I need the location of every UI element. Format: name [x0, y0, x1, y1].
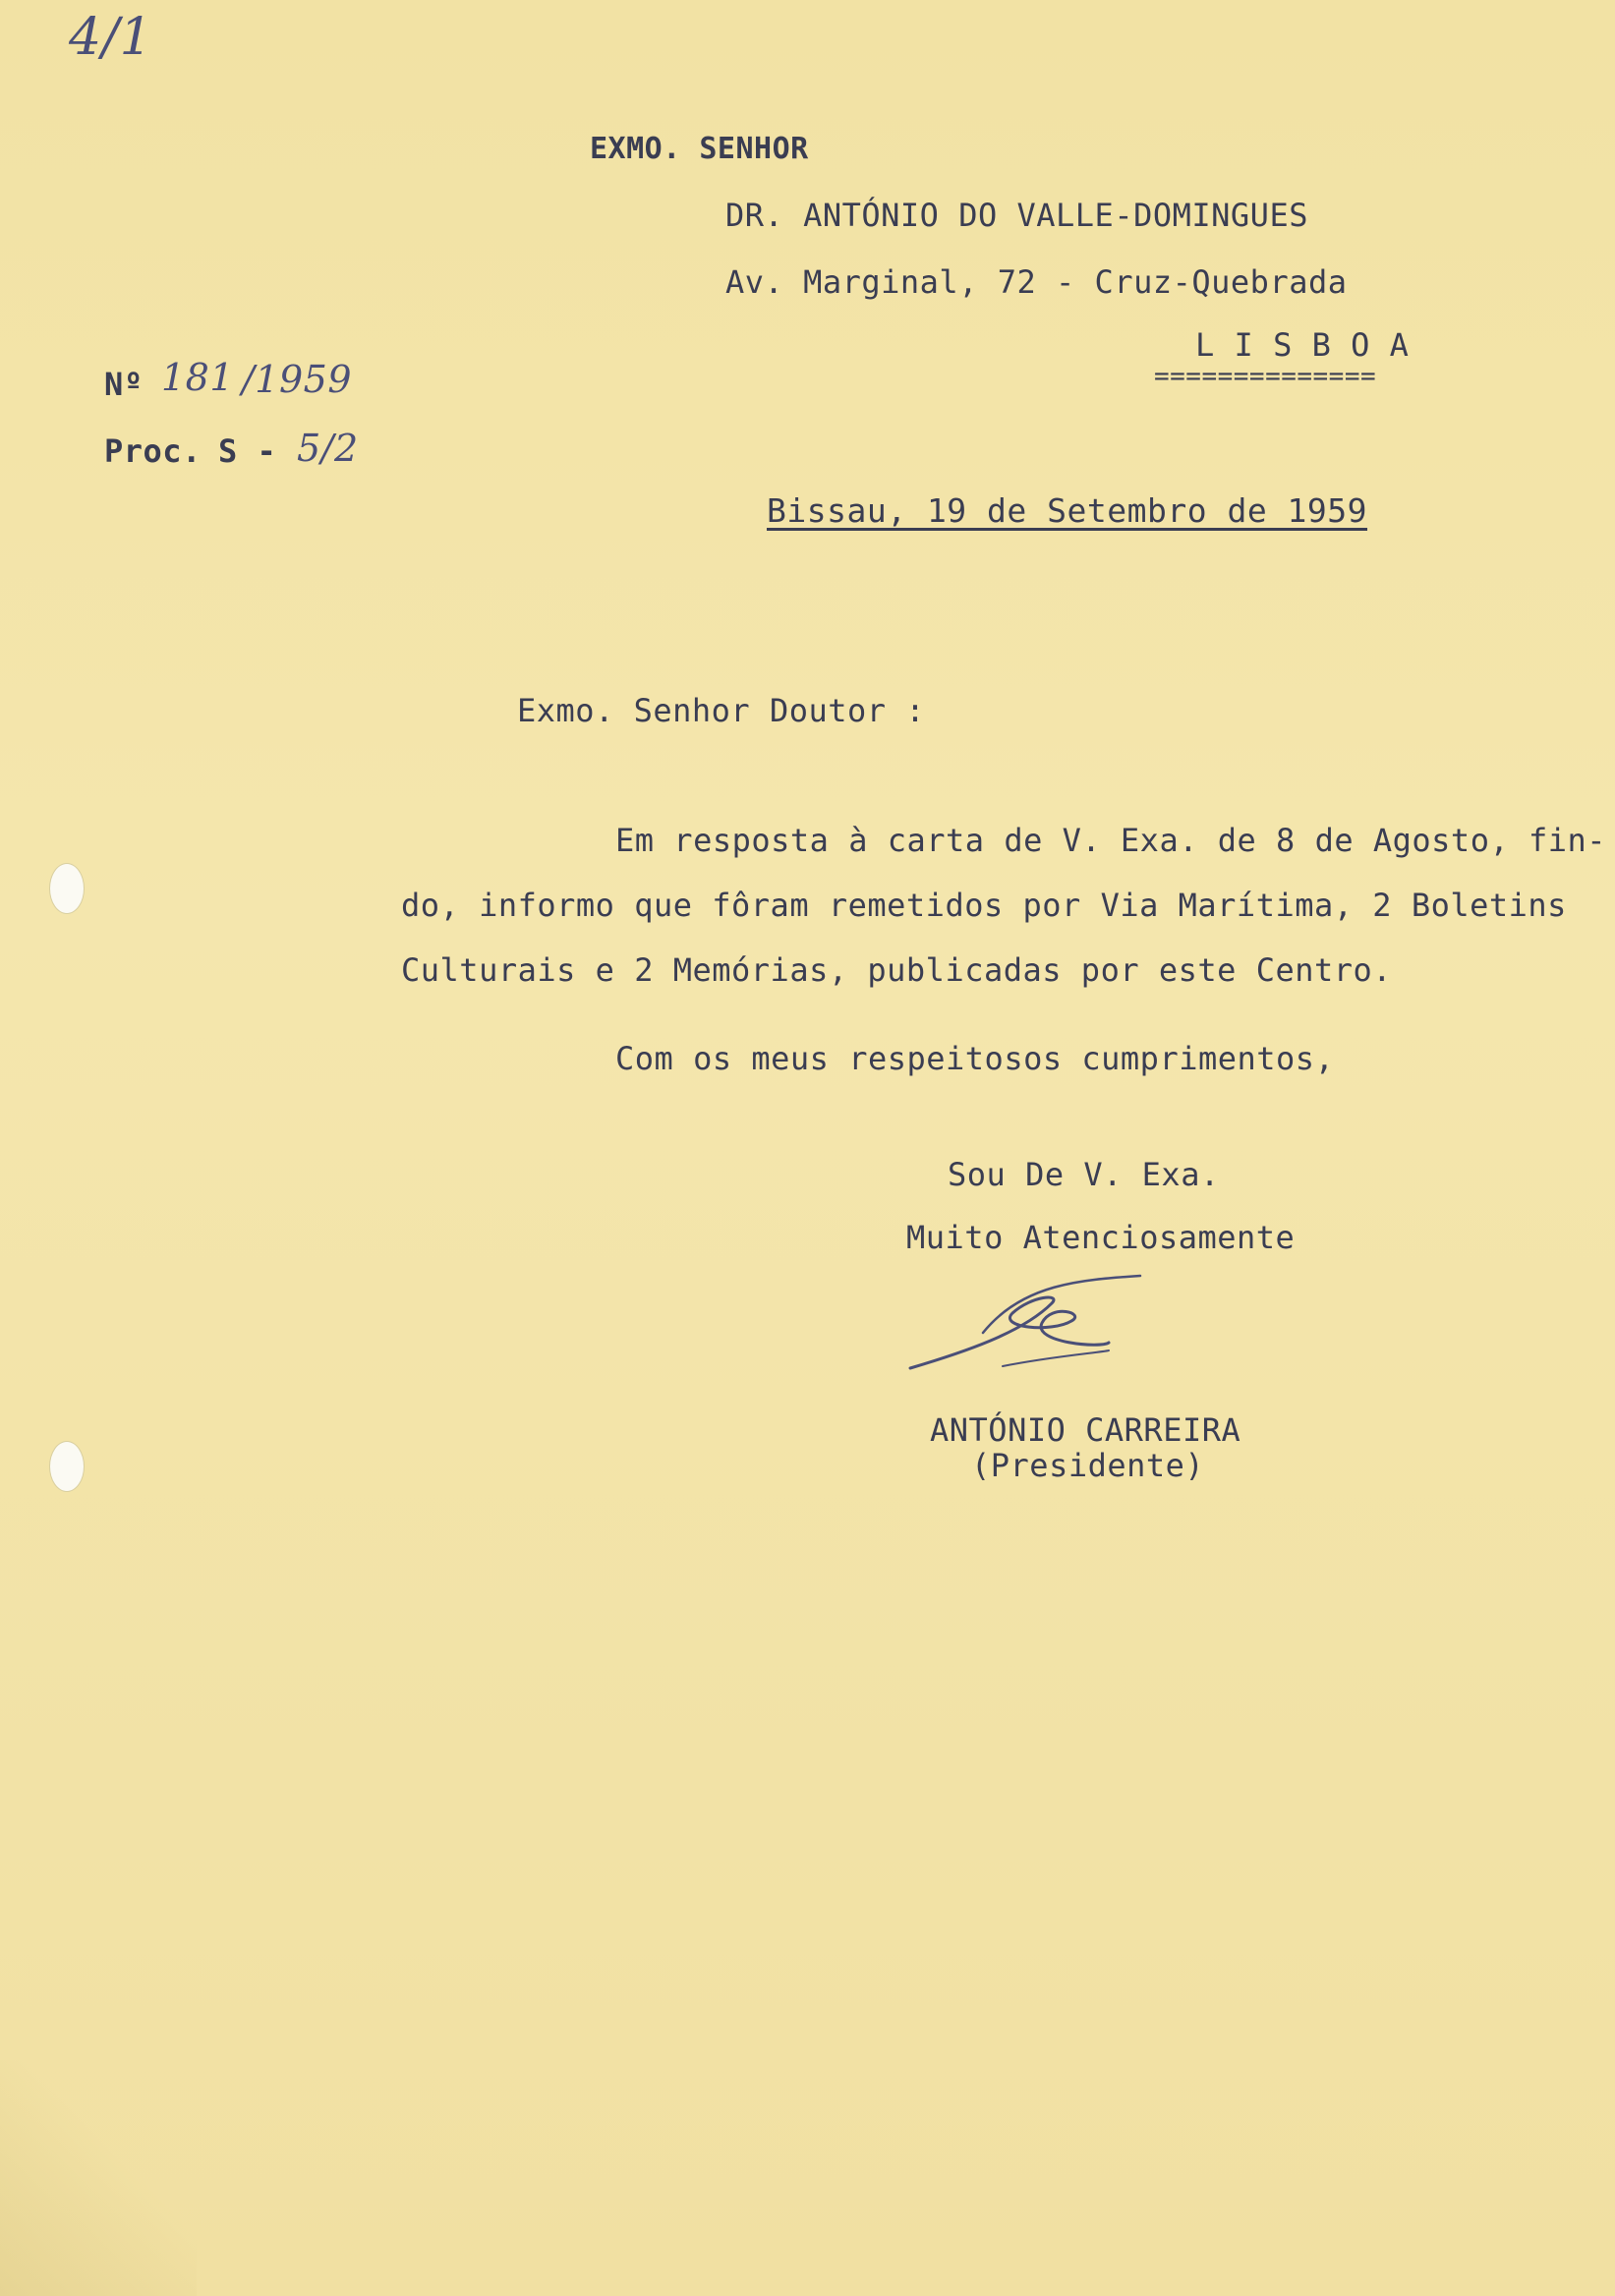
proc-typed: S -: [218, 432, 277, 470]
proc-label: Proc.: [104, 432, 202, 470]
sign-off-line-1: Sou De V. Exa.: [948, 1156, 1220, 1193]
punch-hole-bottom: [49, 1441, 85, 1492]
recipient-address: Av. Marginal, 72 - Cruz-Quebrada: [725, 263, 1348, 301]
recipient-name: DR. ANTÓNIO DO VALLE-DOMINGUES: [725, 197, 1308, 234]
closing-line: Com os meus respeitosos cumprimentos,: [615, 1040, 1335, 1077]
recipient-city-underline: ==============: [1154, 362, 1377, 391]
punch-hole-top: [49, 863, 85, 914]
signatory-title: (Presidente): [971, 1447, 1205, 1484]
paper-fold-shadow: [0, 2060, 197, 2296]
reference-number-year: /1959: [242, 358, 353, 401]
top-handwritten-mark: 4/1: [69, 8, 153, 67]
reference-number-label: Nº: [104, 366, 144, 403]
letter-greeting: Exmo. Senhor Doutor :: [517, 692, 926, 729]
reference-number-handwritten: 181: [161, 356, 235, 399]
letter-date: Bissau, 19 de Setembro de 1959: [767, 491, 1368, 530]
body-line-3: Culturais e 2 Memórias, publicadas por este Centro.: [401, 951, 1393, 989]
body-line-2: do, informo que fôram remetidos por Via Marítima, 2 Boletins: [401, 887, 1567, 924]
proc-handwritten: 5/2: [297, 427, 359, 470]
handwritten-signature: [904, 1274, 1160, 1382]
sign-off-line-2: Muito Atenciosamente: [906, 1219, 1296, 1256]
signatory-name: ANTÓNIO CARREIRA: [930, 1411, 1241, 1449]
body-line-1: Em resposta à carta de V. Exa. de 8 de Agosto, fin-: [615, 822, 1607, 859]
recipient-salutation: EXMO. SENHOR: [590, 132, 809, 166]
recipient-city: L I S B O A: [1195, 326, 1410, 364]
